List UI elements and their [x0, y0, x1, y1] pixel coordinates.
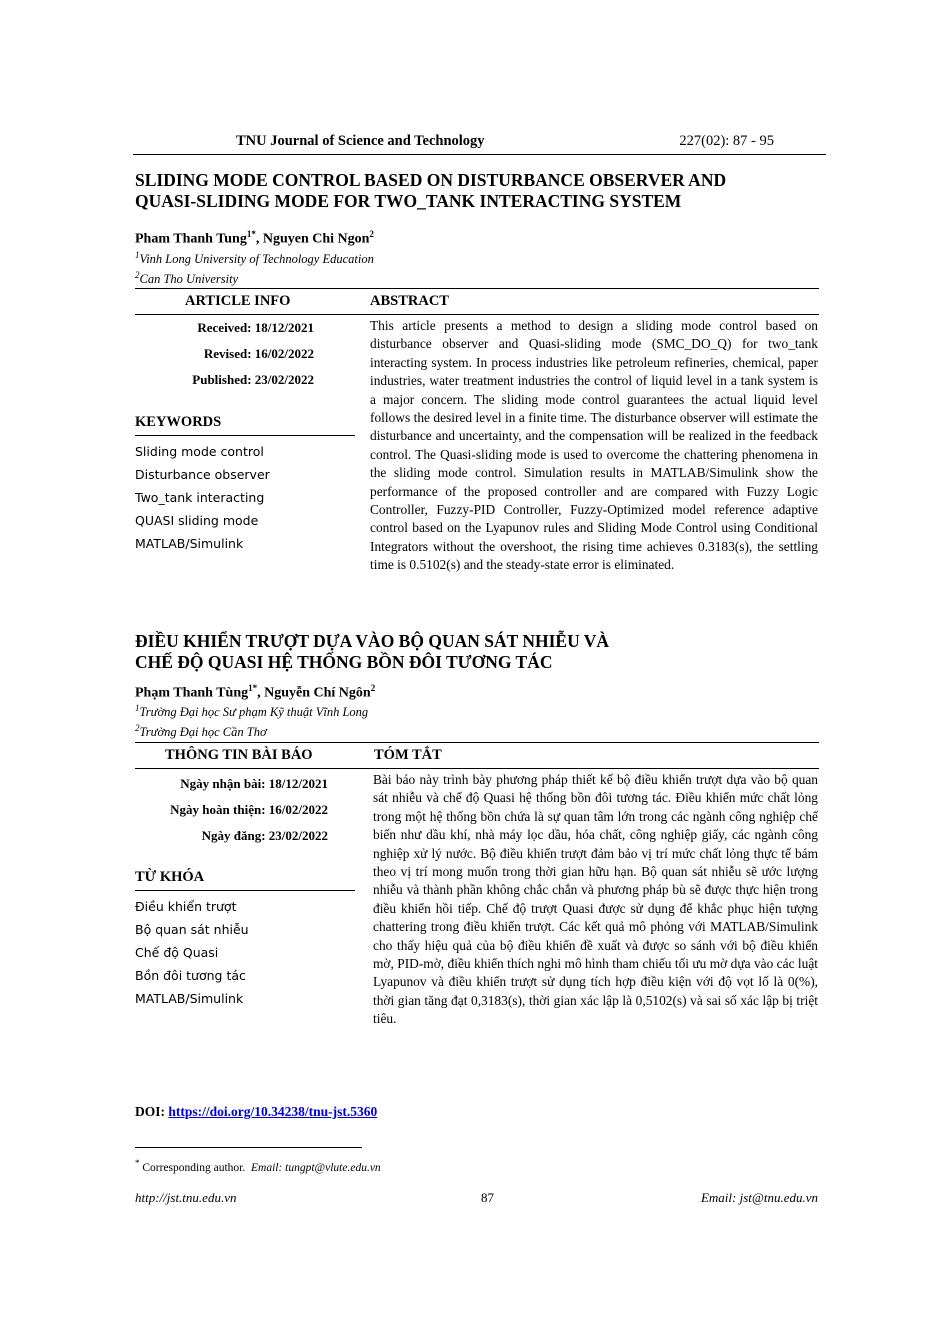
vietnamese-title: [135, 631, 825, 673]
title-line: SLIDING MODE CONTROL BASED ON DISTURBANCE OBSERVER AND: [135, 170, 727, 190]
affiliation: Trường Đại học Cần Thơ: [139, 725, 267, 740]
corresponding-email: Email: tungpt@vlute.edu.vn: [250, 1161, 381, 1174]
abstract-heading: ABSTRACT: [370, 293, 449, 309]
vietnamese-abstract: Bài báo này trình bày phương pháp thiết kế bộ điều khiển trượt dựa vào bộ quan sát nhiễu và chế độ Quasi hệ thống bồn đôi tương tác. Điều khiển mức chất lỏng trong một hệ thống bồn chứa là sự quan tâm lớn trong các ngành công nghiệp chế biến như dầu khí, nhà máy lọc dầu, hóa chất, công nghiệp giấy, các ngành công nghiệp xử lý nước. Bộ điều khiển trượt đảm bảo vị trí mức chất lỏng thực tế bám theo vị trí mong muốn trong thời gian hữu hạn. Bộ quan sát nhiễu sẽ ước lượng nhiễu và thành phần không chắc chắn và phương pháp bù sẽ được thực hiện trong điều khiển hồi tiếp. Chế độ trượt Quasi được sử dụng để khắc phục hiện tượng chattering trong điều khiển trượt. Các kết quả mô phỏng với MATLAB/Simulink cho thấy hiệu quả của bộ điều khiển đề xuất và được so sánh với bộ điều khiển mờ, PID-mờ, điều khiển thích nghi mô hình tham chiếu tối ưu mờ dựa vào các luật Lyapunov và điều khiển trượt sử dụng tích hợp điều kiện với độ vọt lố là 0(%), thời gian tăng đạt 0,3183(s), thời gian xác lập là 0,5102(s) và sai số xác lập bị triệt tiêu.: [373, 772, 818, 1027]
aff-sup: 2: [135, 723, 140, 734]
vietnamese-keywords: [135, 895, 249, 1010]
author-sup: 2: [370, 683, 376, 693]
author: Pham Thanh Tung: [135, 231, 247, 247]
footnote-rule: [135, 1147, 362, 1148]
author-sup: 1*: [248, 683, 258, 693]
aff-sup: 2: [135, 270, 140, 281]
english-authors: Pham Thanh Tung$^{1*}$, Nguyen Chi Ngon$^2$: [135, 229, 374, 247]
keyword: Disturbance observer: [135, 467, 270, 482]
footer-email: Email: jst@tnu.edu.vn: [700, 1190, 818, 1205]
keywords-heading: TỪ KHÓA: [135, 869, 205, 885]
article-info-heading: THÔNG TIN BÀI BÁO: [165, 747, 313, 763]
author: Nguyễn Chí Ngôn: [264, 685, 371, 701]
english-title: [135, 170, 825, 212]
affiliation: Trường Đại học Sư phạm Kỹ thuật Vĩnh Long: [139, 705, 369, 720]
revised-date: Revised: 16/02/2022: [203, 346, 314, 361]
doi: [135, 1104, 377, 1120]
title-line: CHẾ ĐỘ QUASI HỆ THỐNG BỒN ĐÔI TƯƠNG TÁC: [135, 652, 553, 672]
english-keywords: [135, 440, 270, 555]
page-number: 87: [481, 1190, 494, 1205]
title-line: ĐIỀU KHIỂN TRƯỢT DỰA VÀO BỘ QUAN SÁT NHIỄU VÀ: [135, 631, 610, 651]
abstract-heading: TÓM TẮT: [374, 747, 442, 763]
keywords-heading: KEYWORDS: [135, 414, 222, 430]
article-info-heading: ARTICLE INFO: [185, 293, 291, 309]
received-date: Ngày nhận bài: 18/12/2021: [180, 776, 328, 791]
journal-name: TNU Journal of Science and Technology: [236, 133, 485, 149]
title-line: QUASI-SLIDING MODE FOR TWO_TANK INTERACTING SYSTEM: [135, 191, 682, 211]
english-affiliations: [135, 247, 374, 287]
keyword: Bộ quan sát nhiễu: [135, 922, 249, 937]
footnote-label: Corresponding author.: [142, 1161, 246, 1174]
aff-sup: 1: [135, 703, 140, 713]
affiliation: Can Tho University: [139, 272, 239, 287]
affiliation: Vinh Long University of Technology Education: [139, 252, 374, 267]
divider: [135, 314, 819, 315]
keyword: MATLAB/Simulink: [135, 536, 244, 551]
keyword: QUASI sliding mode: [135, 513, 259, 528]
divider: [135, 890, 355, 891]
keyword: Bồn đôi tương tác: [135, 968, 246, 983]
vietnamese-authors: Phạm Thanh Tùng$^{1*}$, Nguyễn Chí Ngôn$^2$: [135, 683, 376, 701]
volume-pages: 227(02): 87 - 95: [679, 133, 774, 149]
keyword: Chế độ Quasi: [135, 945, 219, 960]
running-header: [133, 132, 826, 155]
author-sup: 1*: [246, 229, 256, 239]
keyword: Điều khiển trượt: [135, 899, 237, 914]
divider: [135, 288, 819, 289]
divider: [135, 742, 819, 743]
received-date: Received: 18/12/2021: [197, 320, 314, 335]
keyword: Two_tank interacting: [135, 490, 265, 505]
vietnamese-affiliations: [135, 700, 368, 740]
footnote: [135, 1158, 381, 1174]
author-sup: 2: [369, 229, 374, 239]
author: Nguyen Chi Ngon: [262, 231, 370, 247]
divider: [135, 435, 355, 436]
aff-sup: 1: [135, 250, 140, 260]
english-abstract: This article presents a method to design a sliding mode control based on disturbance observer and Quasi-sliding mode (SMC_DO_Q) for two_tank interacting system. In process industries like petroleum refineries, chemical, paper industries, water treatment industries the control of liquid level in a tank system is a major concern. The sliding mode control guarantees the actual liquid level follows the desired level in a finite time. The disturbance observer will estimate the disturbance and uncertainty, and the compensation will be realized in the feedback control. The Quasi-sliding mode is used to overcome the chattering phenomena in the sliding mode control. Simulation results in MATLAB/Simulink show the performance of the proposed controller and are compared with Fuzzy Logic Controller, Fuzzy-PID Controller, Fuzzy-Optimized model reference adaptive control based on the Lyapunov rules and Sliding Mode Control using Conditional Integrators without the overshoot, the rising time achieves 0.3183(s), the settling time is 0.5102(s) and the steady-state error is eliminated.: [370, 318, 818, 573]
footnote-mark: *: [135, 1158, 140, 1168]
footer-website[interactable]: http://jst.tnu.edu.vn: [135, 1190, 237, 1205]
keyword: MATLAB/Simulink: [135, 991, 244, 1006]
keyword: Sliding mode control: [135, 444, 264, 459]
doi-link[interactable]: https://doi.org/10.34238/tnu-jst.5360: [168, 1104, 378, 1119]
author: Phạm Thanh Tùng: [135, 685, 249, 701]
doi-label: DOI:: [135, 1104, 169, 1119]
divider: [135, 768, 819, 769]
published-date: Published: 23/02/2022: [192, 372, 314, 387]
published-date: Ngày đăng: 23/02/2022: [201, 828, 328, 843]
revised-date: Ngày hoàn thiện: 16/02/2022: [170, 802, 328, 817]
